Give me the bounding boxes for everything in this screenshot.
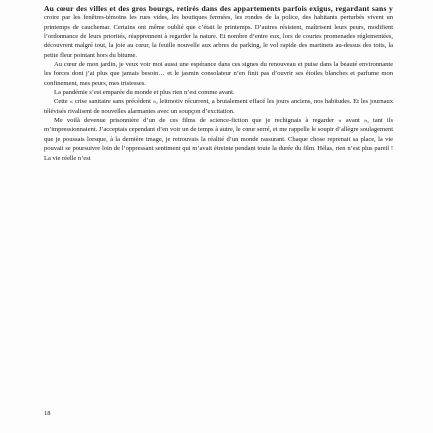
paragraph: Me voilà devenue prisonnière d’un de ces films de science-fiction que je rechignais à regarder « avant », tant ils m’impressionnaient. J’acceptais cependant d’en voir un de temps à autre, le cœur serré, et me rappelle le soupir d’allègre soulagement que je poussais lorsque, à la dernière image, je retrouvais la réalité d’un monde rassurant. Chaque chose reprenait sa place, la vie pouvait se poursuivre loin de l’oppressant sentiment qui m’avait étreinte pendant toute la durée du film. Hélas, rien n’est plus pareil ! La vie réelle n’est [44, 117, 393, 162]
body-text [44, 4, 393, 163]
paragraph: Au cœur de mon jardin, je veux voir moi aussi une espérance dans ces signes du renouveau et puise dans la beauté environnante les forces dont j’ai plus que jamais besoin… et le jasmin consolateur n’en finit pas d’ouvrir ses étoiles blanches et parfume mon confinement, mes peurs, mes tristesses. [44, 61, 393, 87]
paragraph: Cette « crise sanitaire sans précédent », leitmotiv récurrent, a brutalement effacé les jours anciens, nos habitudes. Et les journaux télévisés rivalisent de nouvelles alarmantes avec un soupçon d’excitation. [44, 98, 393, 115]
page-number: 18 [44, 410, 51, 417]
paragraph: La pandémie s’est emparée du monde et plus rien n’est comme avant. [54, 89, 235, 97]
paragraph: Au cœur des villes et des gros bourgs, retirés dans des appartements parfois exigus, regardant sans y croire par les fenêtres-témoins les rues vides, les boutiques fermées, les rondes de la police, des habitants perturbés vivent un printemps de cauchemar. Certains ont même oublié que c’était le printemps. D’autres résistent, maîtrisent leurs peurs, modifient l’ordonnance de leurs priorités, réapprennent à regarder la nature. Et nombre d’entre eux, lors de courtes promenades réglementées, découvrent malgré tout, la joie au cœur, la feuille nouvelle aux arbres du parking, le vol rapide des martinets au-dessus des toits, la petite fleur pointant hors du bitume. [44, 4, 393, 59]
